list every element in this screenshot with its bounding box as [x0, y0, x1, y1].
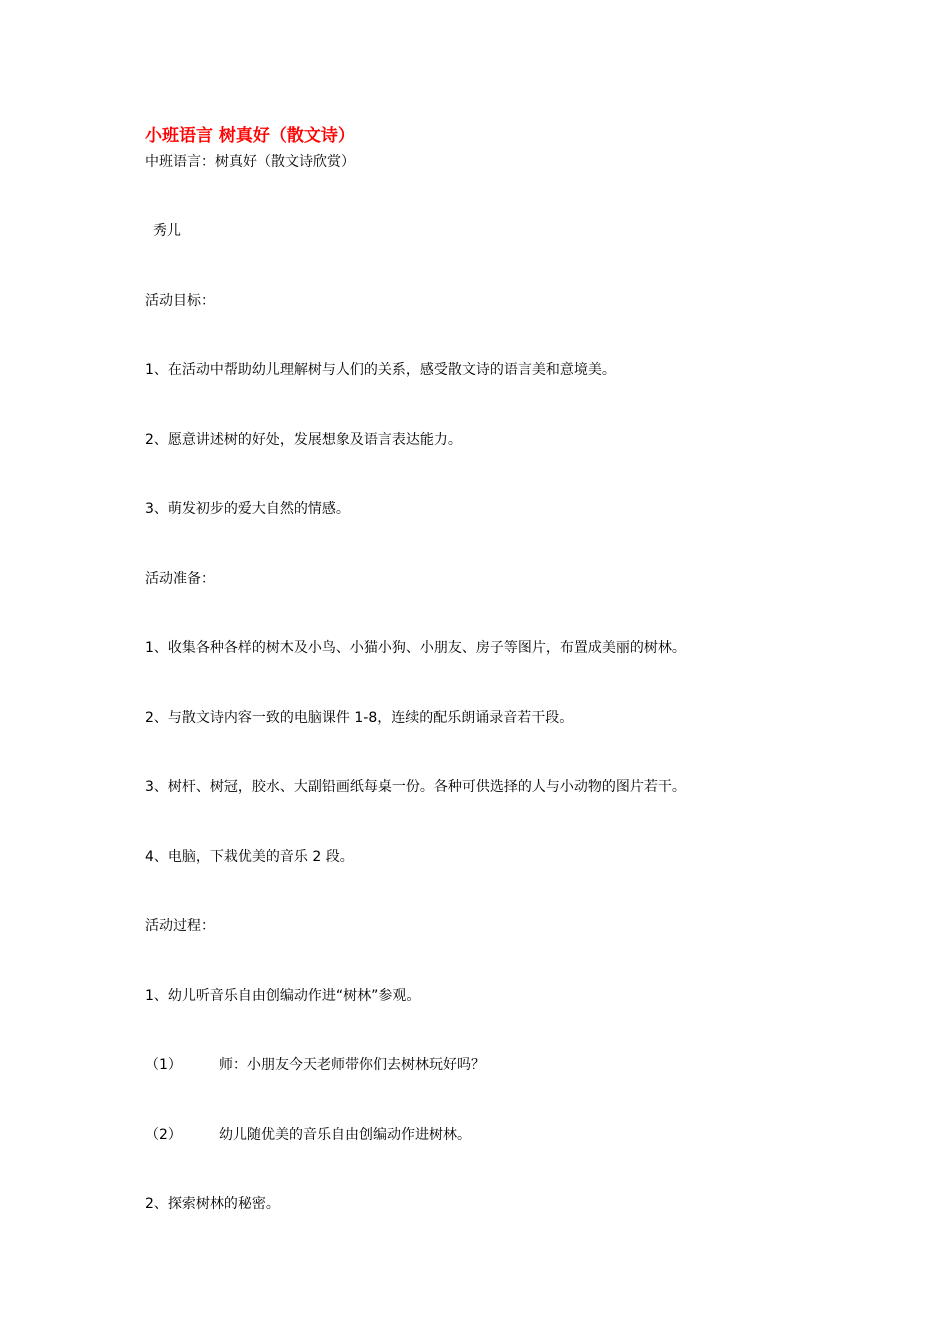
process-step: 2、探索树林的秘密。: [145, 1196, 280, 1212]
sub-item-number: （2）: [145, 1127, 182, 1143]
process-sub-item: [145, 1055, 485, 1075]
goals-heading: 活动目标：: [145, 293, 215, 309]
author-name: 秀儿: [153, 223, 181, 239]
preparation-item: 4、电脑，下栽优美的音乐 2 段。: [145, 849, 354, 865]
document-title: 小班语言 树真好（散文诗）: [145, 126, 355, 146]
sub-item-text: 师：小朋友今天老师带你们去树林玩好吗？: [219, 1057, 485, 1073]
process-step: 1、幼儿听音乐自由创编动作进“树林”参观。: [145, 988, 421, 1004]
preparation-item: 1、收集各种各样的树木及小鸟、小猫小狗、小朋友、房子等图片，布置成美丽的树林。: [145, 640, 686, 656]
process-heading: 活动过程：: [145, 918, 215, 934]
sub-item-number: （1）: [145, 1057, 182, 1073]
goal-item: 3、萌发初步的爱大自然的情感。: [145, 501, 350, 517]
preparation-item: 2、与散文诗内容一致的电脑课件 1-8，连续的配乐朗诵录音若干段。: [145, 710, 574, 726]
preparation-item: 3、树杆、树冠，胶水、大副铅画纸每桌一份。各种可供选择的人与小动物的图片若干。: [145, 779, 686, 795]
goal-item: 1、在活动中帮助幼儿理解树与人们的关系，感受散文诗的语言美和意境美。: [145, 362, 616, 378]
document-subtitle: 中班语言：树真好（散文诗欣赏）: [145, 154, 355, 170]
preparation-heading: 活动准备：: [145, 571, 215, 587]
process-sub-item: [145, 1125, 471, 1145]
sub-item-text: 幼儿随优美的音乐自由创编动作进树林。: [219, 1127, 471, 1143]
goal-item: 2、愿意讲述树的好处，发展想象及语言表达能力。: [145, 432, 462, 448]
